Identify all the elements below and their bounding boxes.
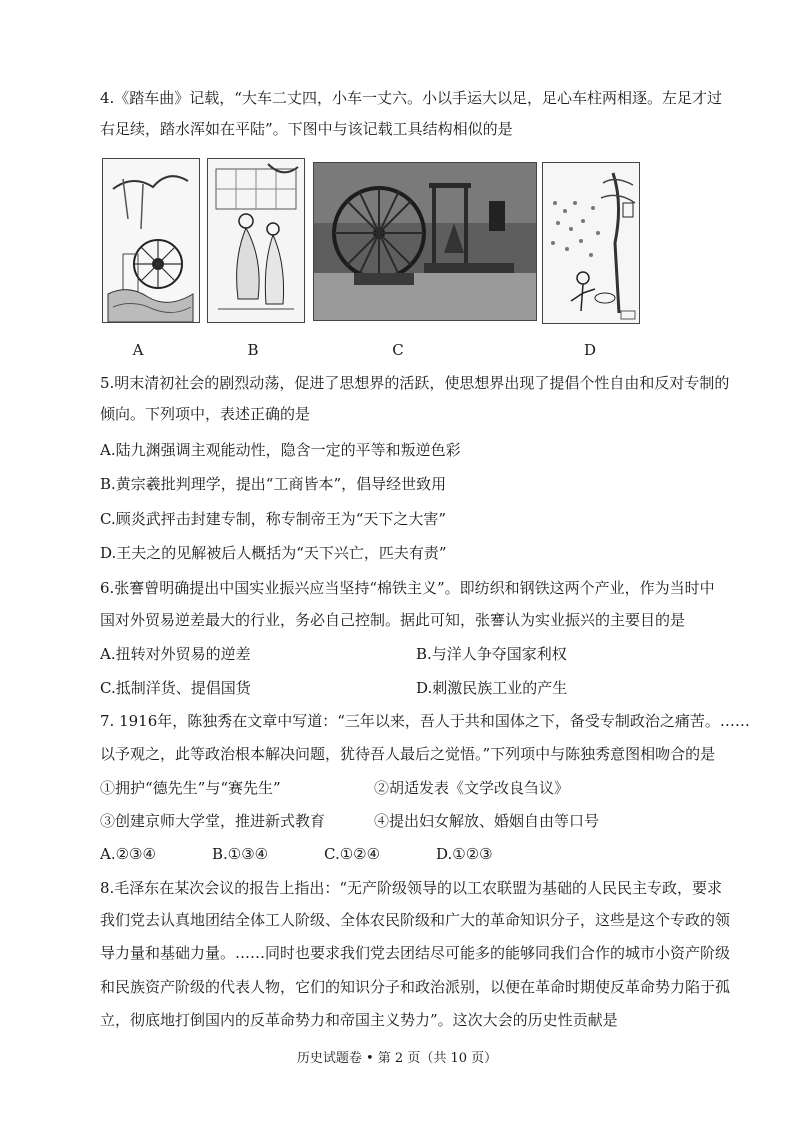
q7-option-a: A.②③④ xyxy=(100,845,156,863)
image-label-b: B xyxy=(247,341,259,359)
image-label-d: D xyxy=(583,341,597,359)
q5-line-2: 倾向。下列项中，表述正确的是 xyxy=(100,405,311,423)
q6-option-a: A.扭转对外贸易的逆差 xyxy=(100,645,251,663)
q7-option-b: B.①③④ xyxy=(212,845,269,863)
q6-option-d: D.刺激民族工业的产生 xyxy=(416,679,568,697)
q8-line-1: 8.毛泽东在某次会议的报告上指出：“无产阶级领导的以工农联盟为基础的人民民主专政，要求 xyxy=(100,879,722,897)
q6-line-1: 6.张謇曾明确提出中国实业振兴应当坚持“棉铁主义”。即纺织和钢铁这两个产业，作为当时中 xyxy=(100,579,715,597)
q5-option-a: A.陆九渊强调主观能动性，隐含一定的平等和叛逆色彩 xyxy=(100,441,461,459)
q7-item-2: ②胡适发表《文学改良刍议》 xyxy=(374,779,570,797)
q8-line-5: 立，彻底地打倒国内的反革命势力和帝国主义势力”。这次大会的历史性贡献是 xyxy=(100,1011,618,1029)
q7-item-4: ④提出妇女解放、婚姻自由等口号 xyxy=(374,812,600,830)
q7-option-d: D.①②③ xyxy=(436,845,493,863)
q5-line-1: 5.明末清初社会的剧烈动荡，促进了思想界的活跃，使思想界出现了提倡个性自由和反对专制的 xyxy=(100,374,730,392)
image-label-c: C xyxy=(392,341,404,359)
q5-option-b: B.黄宗羲批判理学，提出“工商皆本”，倡导经世致用 xyxy=(100,475,447,493)
image-c-spinning-wheel-photo xyxy=(313,162,537,321)
q7-option-c: C.①②④ xyxy=(324,845,381,863)
q8-line-3: 导力量和基础力量。……同时也要求我们党去团结尽可能多的能够同我们合作的城市小资产阶级 xyxy=(100,944,731,962)
q5-option-d: D.王夫之的见解被后人概括为“天下兴亡，匹夫有责” xyxy=(100,544,447,562)
q4-line-1: 4.《踏车曲》记载，“大车二丈四，小车一丈六。小以手运大以足，足心车柱两相逐。左足才过 xyxy=(100,89,722,107)
q4-line-2: 右足续，踏水浑如在平陆”。下图中与该记载工具结构相似的是 xyxy=(100,120,513,138)
image-label-a: A xyxy=(132,341,144,359)
q7-item-3: ③创建京师大学堂，推进新式教育 xyxy=(100,812,326,830)
image-b-figures xyxy=(207,158,305,323)
q7-line-2: 以予观之，此等政治根本解决问题，犹待吾人最后之觉悟。”下列项中与陈独秀意图相吻合的是 xyxy=(100,745,716,763)
page-footer: 历史试题卷 • 第 2 页（共 10 页） xyxy=(296,1051,498,1066)
q6-option-c: C.抵制洋货、提倡国货 xyxy=(100,679,251,697)
q6-option-b: B.与洋人争夺国家利权 xyxy=(416,645,567,663)
image-d-irrigation xyxy=(542,162,640,324)
q7-item-1: ①拥护“德先生”与“赛先生” xyxy=(100,779,281,797)
image-a-waterwheel xyxy=(102,158,200,323)
q8-line-4: 和民族资产阶级的代表人物，它们的知识分子和政治派别，以便在革命时期使反革命势力陷于孤 xyxy=(100,978,731,996)
q7-line-1: 7. 1916年，陈独秀在文章中写道：“三年以来，吾人于共和国体之下，备受专制政治之痛苦。…… xyxy=(100,712,750,730)
q8-line-2: 我们党去认真地团结全体工人阶级、全体农民阶级和广大的革命知识分子，这些是这个专政的领 xyxy=(100,911,731,929)
q5-option-c: C.顾炎武抨击封建专制，称专制帝王为“天下之大害” xyxy=(100,510,447,528)
q6-line-2: 国对外贸易逆差最大的行业，务必自己控制。据此可知，张謇认为实业振兴的主要目的是 xyxy=(100,611,686,629)
